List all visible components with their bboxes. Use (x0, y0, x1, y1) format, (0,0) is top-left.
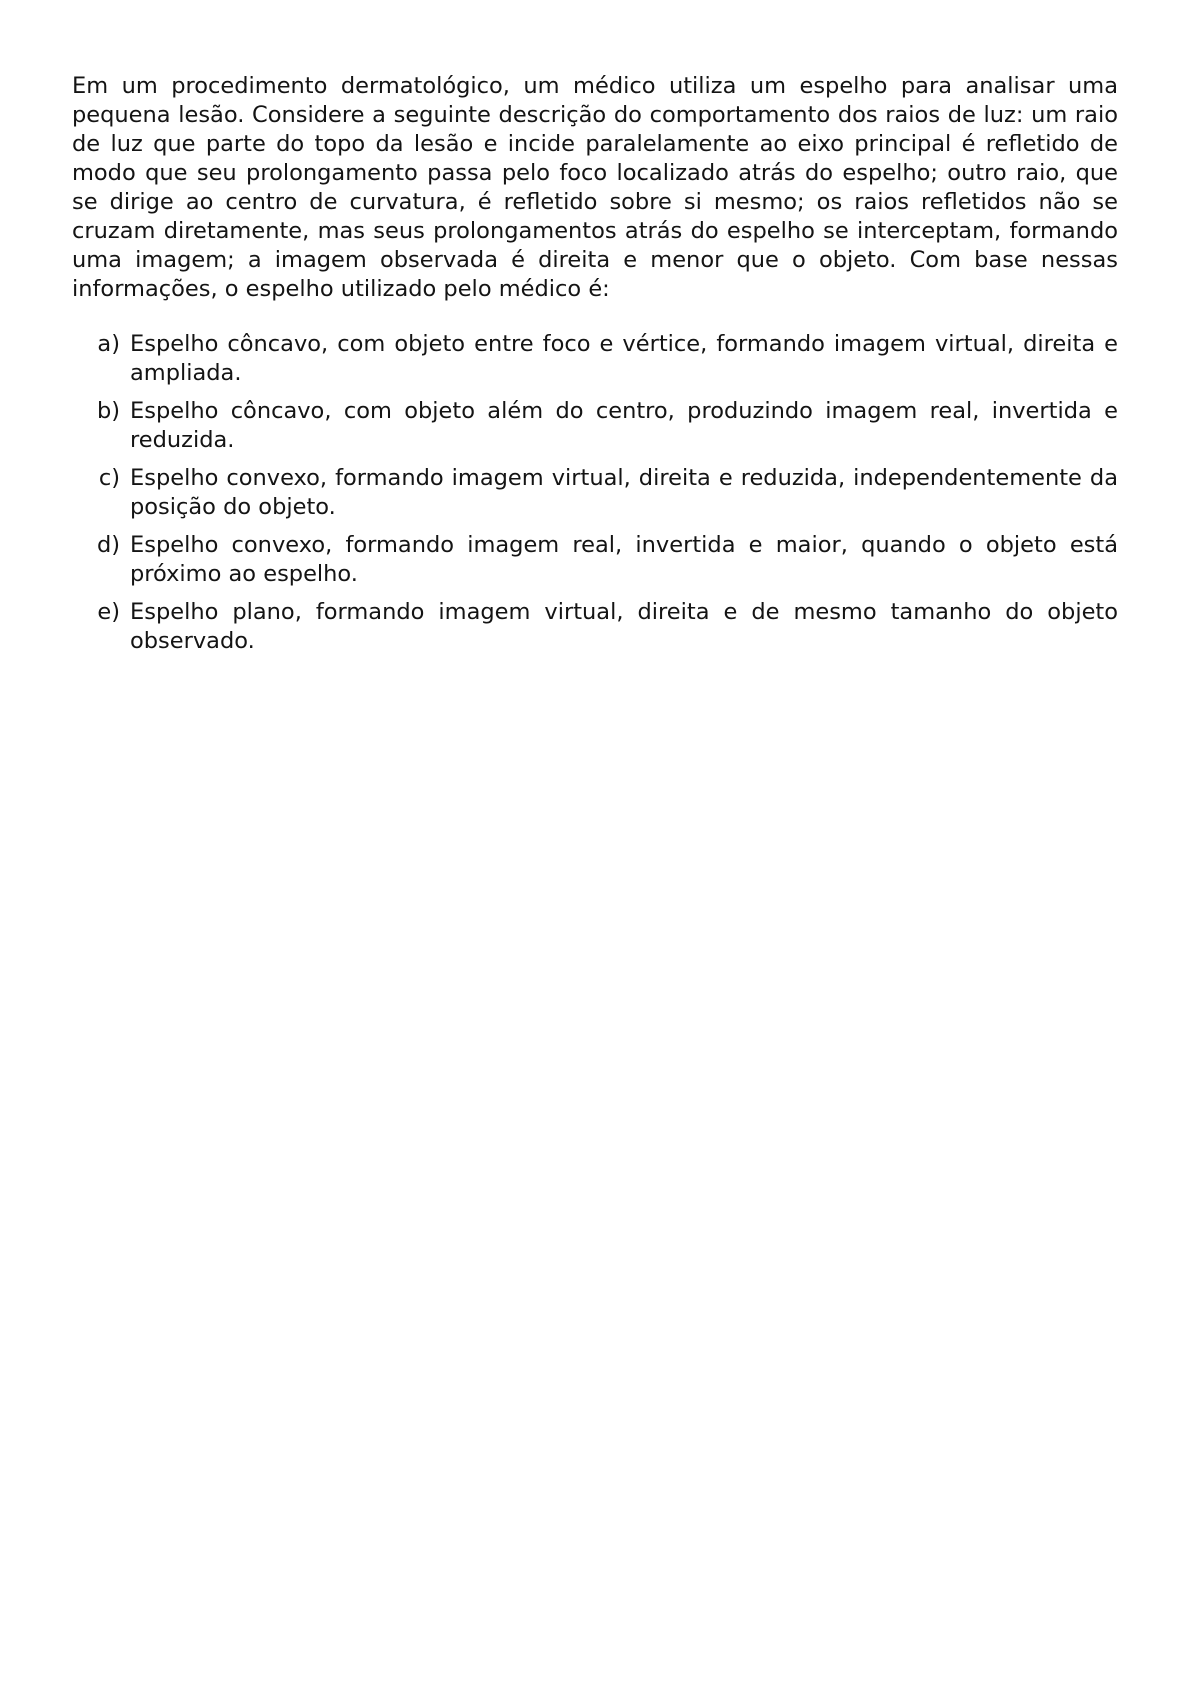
option-letter: e) (97, 599, 120, 625)
option-text: Espelho plano, formando imagem virtual, direita e de mesmo tamanho do objeto observado. (130, 599, 1118, 654)
option-letter: d) (96, 532, 120, 558)
option-e (72, 598, 1118, 656)
option-text: Espelho convexo, formando imagem virtual, direita e reduzida, independentemente da posição do objeto. (130, 465, 1118, 520)
option-text: Espelho côncavo, com objeto entre foco e vértice, formando imagem virtual, direita e ampliada. (130, 331, 1118, 386)
option-letter: c) (98, 465, 120, 491)
document-page (72, 72, 1118, 665)
option-a (72, 330, 1118, 388)
option-letter: a) (97, 331, 120, 357)
option-b (72, 397, 1118, 455)
option-text: Espelho côncavo, com objeto além do centro, produzindo imagem real, invertida e reduzida. (130, 398, 1118, 453)
answer-options-list (72, 330, 1118, 656)
question-text: Em um procedimento dermatológico, um médico utiliza um espelho para analisar uma pequena lesão. Considere a seguinte descrição do comportamento dos raios de luz: um raio de luz que parte do topo da lesão e incide paralelamente ao eixo principal é refletido de modo que seu prolongamento passa pelo foco localizado atrás do espelho; outro raio, que se dirige ao centro de curvatura, é refletido sobre si mesmo; os raios refletidos não se cruzam diretamente, mas seus prolongamentos atrás do espelho se interceptam, formando uma imagem; a imagem observada é direita e menor que o objeto. Com base nessas informações, o espelho utilizado pelo médico é: (72, 73, 1118, 302)
option-text: Espelho convexo, formando imagem real, invertida e maior, quando o objeto está próximo ao espelho. (130, 532, 1118, 587)
option-c (72, 464, 1118, 522)
option-letter: b) (96, 398, 120, 424)
option-d (72, 531, 1118, 589)
